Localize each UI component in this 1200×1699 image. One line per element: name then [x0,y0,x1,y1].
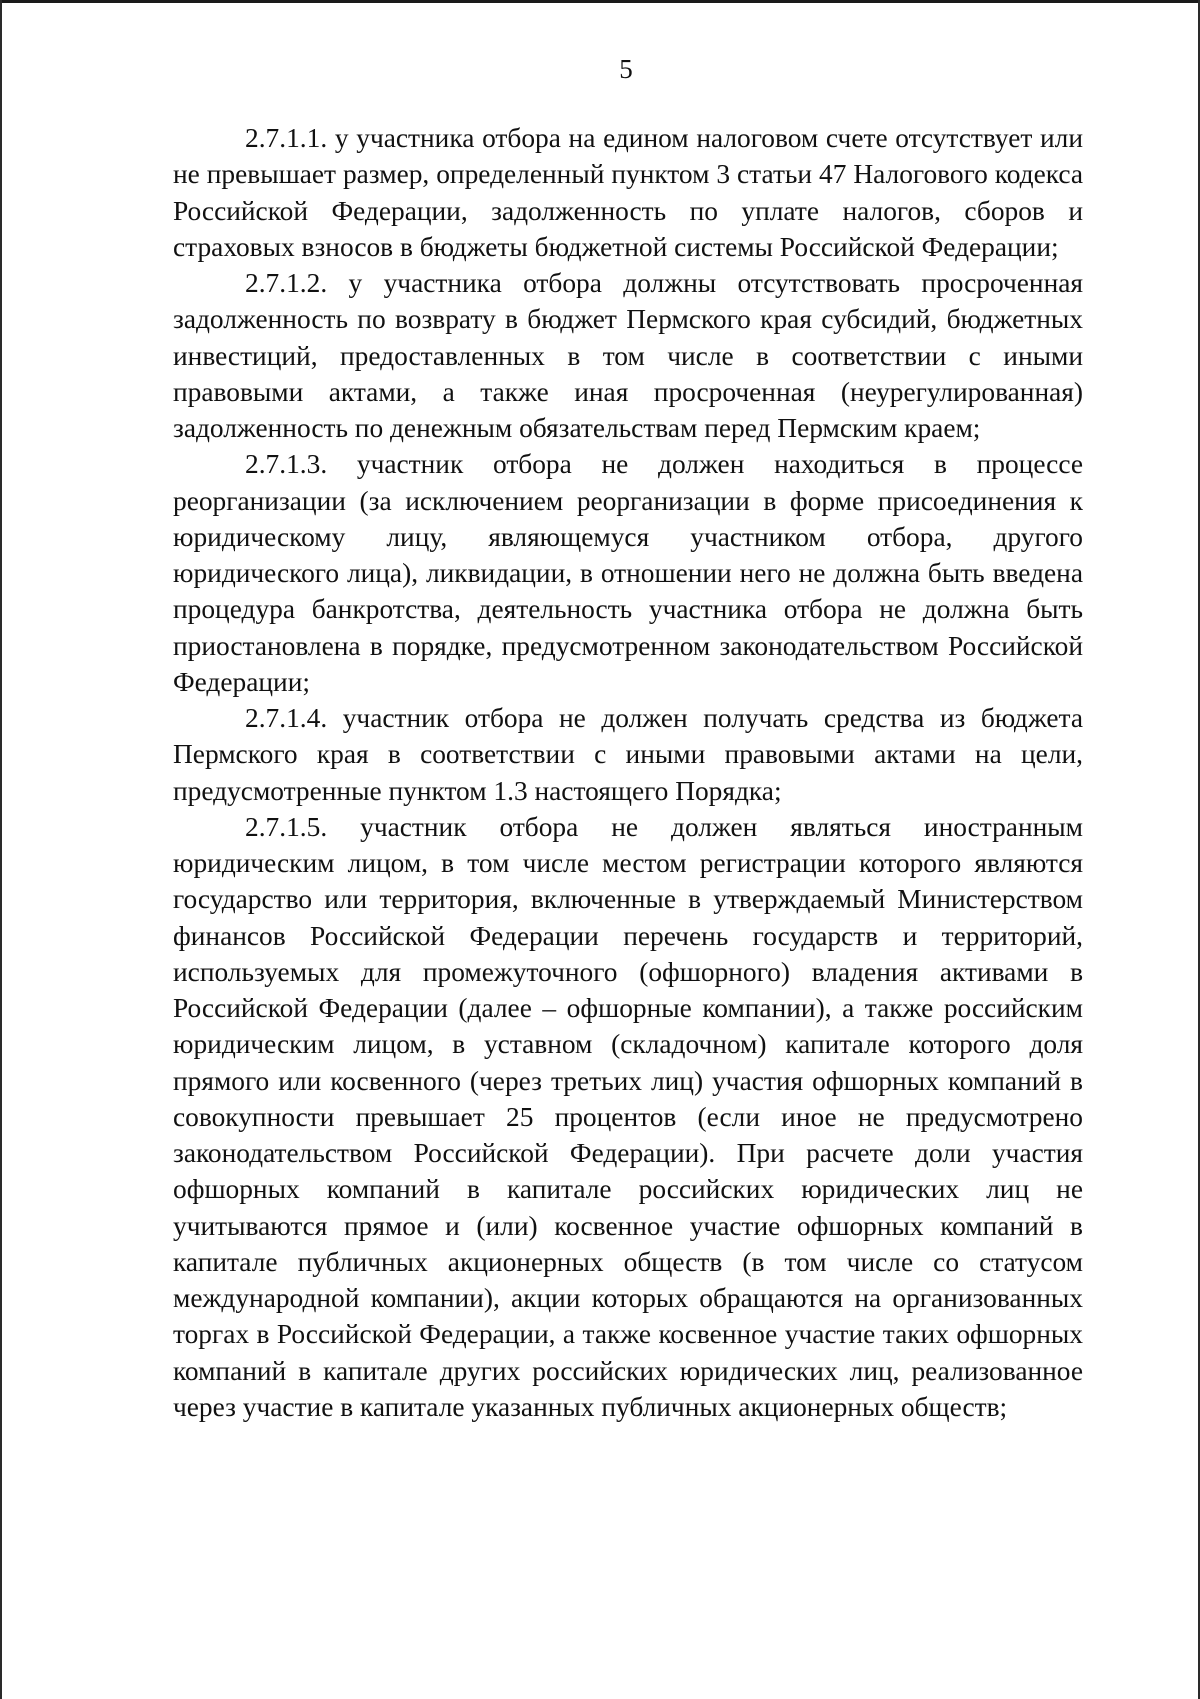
paragraph-2-7-1-3: 2.7.1.3. участник отбора не должен находиться в процессе реорганизации (за исключением реорганизации в форме присоединения к юридическому лицу, являющемуся участником отбора, другого юридического лица), ликвидации, в отношении него не должна быть введена процедура банкротства, деятельность участника отбора не должна быть приостановлена в порядке, предусмотренном законодательством Российской Федерации; [173,449,1083,697]
document-body [173,120,1083,1425]
scan-edge-left [0,0,2,1699]
paragraph-2-7-1-2: 2.7.1.2. у участника отбора должны отсутствовать просроченная задолженность по возврату в бюджет Пермского края субсидий, бюджетных инвестиций, предоставленных в том числе в соответствии с иными правовыми актами, а также иная просроченная (неурегулированная) задолженность по денежным обязательствам перед Пермским краем; [173,268,1083,443]
paragraph-2-7-1-4: 2.7.1.4. участник отбора не должен получать средства из бюджета Пермского края в соответствии с иными правовыми актами на цели, предусмотренные пунктом 1.3 настоящего Порядка; [173,703,1083,806]
page-number: 5 [619,54,633,84]
paragraph-2-7-1-1: 2.7.1.1. у участника отбора на едином налоговом счете отсутствует или не превышает размер, определенный пунктом 3 статьи 47 Налогового кодекса Российской Федерации, задолженность по уплате налогов, сборов и страховых взносов в бюджеты бюджетной системы Российской Федерации; [173,123,1083,262]
scan-edge-top [0,0,1200,3]
paragraph-2-7-1-5: 2.7.1.5. участник отбора не должен являться иностранным юридическим лицом, в том числе местом регистрации которого являются государство или территория, включенные в утверждаемый Министерством финансов Российской Федерации перечень государств и территорий, используемых для промежуточного (офшорного) владения активами в Российской Федерации (далее – офшорные компании), а также российским юридическим лицом, в уставном (складочном) капитале которого доля прямого или косвенного (через третьих лиц) участия офшорных компаний в совокупности превышает 25 процентов (если иное не предусмотрено законодательством Российской Федерации). При расчете доли участия офшорных компаний в капитале российских юридических лиц не учитываются прямое и (или) косвенное участие офшорных компаний в капитале публичных акционерных обществ (в том числе со статусом международной компании), акции которых обращаются на организованных торгах в Российской Федерации, а также косвенное участие таких офшорных компаний в капитале других российских юридических лиц, реализованное через участие в капитале указанных публичных акционерных обществ; [173,811,1083,1422]
